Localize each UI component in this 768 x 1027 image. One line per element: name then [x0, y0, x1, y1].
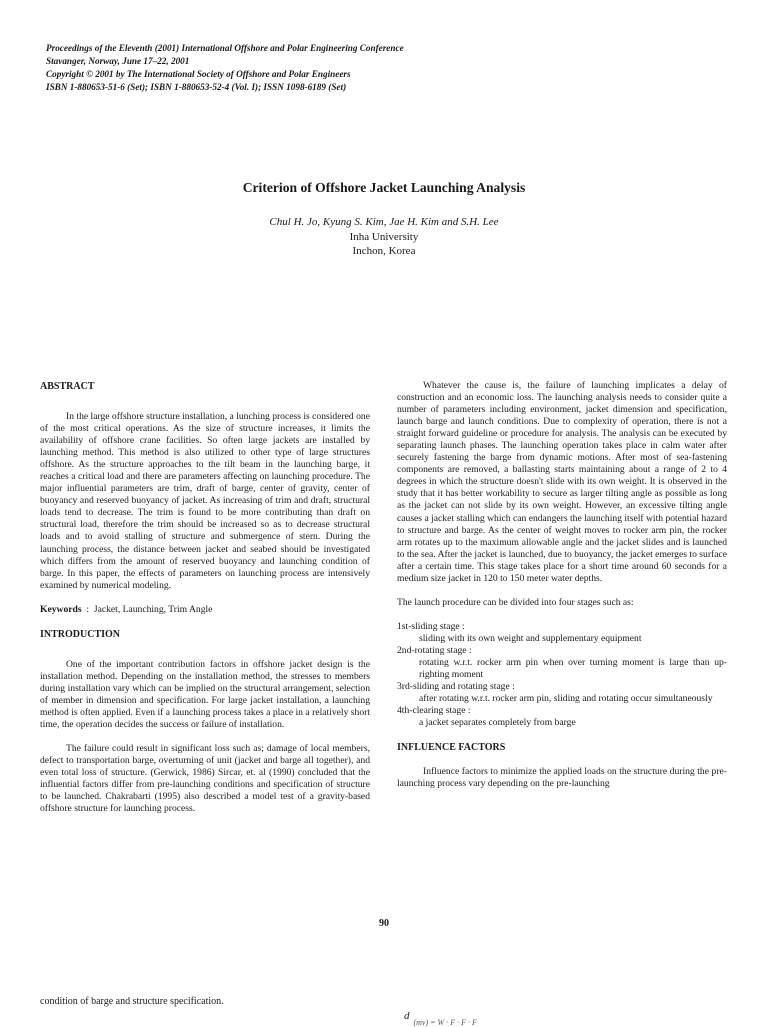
stage-2-heading: 2nd-rotating stage : [397, 644, 472, 656]
proceedings-header [46, 42, 726, 94]
stage-3-heading: 3rd-sliding and rotating stage : [397, 681, 515, 693]
intro-paragraph-2: The failure could result in significant loss such as; damage of local members, defect to transportation barge, overturning of unit (jacket and barge all together), and even total loss of structure. (Gerwick, 1986) Sircar, et. al (1990) concluded that the influential factors differ from pre-launching conditions and specification of structure to be launched. Chakrabarti (1995) also described a model test of a gravity-based offshore structure for launching process. [40, 743, 370, 815]
equation-rest: (mv) = W · F · F · F [413, 1018, 477, 1027]
stage-list [397, 621, 727, 729]
abstract-text: In the large offshore structure installation, a lunching process is considered one of the most critical operations. As the size of structure increases, it limits the availability of offshore crane facilities. So often large jackets are installed by launching method. This method is also utilized to other type of large structures offshore. As the structure approaches to the tilt beam in the launching barge, it reaches a critical load and there are parameters affecting on launching procedure. The major influential parameters are trim, draft of barge, center of gravity, center of buoyancy and reserved buoyancy of jacket. As increasing of trim and draft, structural loads tend to decrease. The trim is found to be more contributing than draft on structural load, therefore the trim should be increased so as to decrease structural loads and to avoid stalling of structure and submergence of stern. During the launching process, the distance between jacket and seabed should be investigated which differs from the amount of reserved buoyancy and launching condition of barge. In this paper, the effects of parameters on launching process are intensively examined by numerical modeling. [40, 411, 370, 591]
next-page-text-fragment: condition of barge and structure specification. [40, 996, 224, 1007]
introduction-heading: INTRODUCTION [40, 628, 121, 640]
paper-title: Criterion of Offshore Jacket Launching Analysis [242, 180, 526, 195]
keywords-separator: : [86, 603, 90, 615]
equation-derivative: d [404, 1010, 410, 1022]
launch-paragraph: Whatever the cause is, the failure of launching implicates a delay of construction and an economic loss. The launching analysis needs to consider quite a number of parameters including environment, jacket dimension and specification, launch barge and launch conditions. Due to complexity of operation, there is not a straight forward guideline or procedure for analysis. The analysis can be executed by separating launch phases. The launching operation takes place in calm water after securely fastening the barge from dynamic motions. After most of sea-fastening components are removed, a ballasting starts maintaining about a range of 2 to 4 degrees in which the structure doesn't slide with its own weight. It is observed in the study that it has better workability to secure as larger tilting angle as possible as long as the jacket can not slide by its own weight. However, an excessive tilting angle causes a jacket stalling which can endangers the launching itself with potential hazard to structure and barge. As the center of weight moves to rocker arm pin, the rocker arm rotates up to the maximum allowable angle and the jacket slides and is launched to the sea. After the jacket is launched, due to buoyancy, the jacket emerges to surface after a certain time. This stage takes place for a short time around 60 seconds for a medium size jacket in 120 to 150 meter water depths. [397, 380, 727, 584]
header-line-conference: Proceedings of the Eleventh (2001) International Offshore and Polar Engineering Conference [46, 43, 404, 53]
stage-1-heading: 1st-sliding stage : [397, 620, 465, 632]
left-column [40, 380, 370, 815]
keywords-text: Jacket, Launching, Trim Angle [93, 603, 213, 615]
keywords-label: Keywords [40, 603, 82, 615]
author-affiliation: Inha University [349, 230, 419, 243]
header-line-location: Stavanger, Norway, June 17–22, 2001 [46, 56, 190, 66]
stages-intro: The launch procedure can be divided into four stages such as: [397, 596, 634, 608]
author-names: Chul H. Jo, Kyung S. Kim, Jae H. Kim and S.H. Lee [269, 216, 499, 228]
stage-3-description: after rotating w.r.t. rocker arm pin, sliding and rotating occur simultaneously [419, 693, 713, 705]
page-number: 90 [379, 918, 389, 929]
influence-factors-text: Influence factors to minimize the applied loads on the structure during the pre-launching process vary depending on the pre-launching [397, 766, 727, 790]
stage-1-description: sliding with its own weight and supplementary equipment [419, 632, 642, 644]
stage-2-description: rotating w.r.t. rocker arm pin when over turning moment is large than up-righting moment [419, 656, 727, 681]
intro-paragraph-1: One of the important contribution factors in offshore jacket design is the installation method. Depending on the installation method, the stresses to members during installation vary which can be implied on the structural arrangement, selection of member in dimension and specification. For large jacket installation, a launching method is often applied. Even if a launching process takes a place in a relatively short time, the operation decides the success or failure of installation. [40, 658, 370, 730]
stage-4-heading: 4th-clearing stage : [397, 705, 471, 717]
influence-factors-heading: INFLUENCE FACTORS [397, 742, 506, 754]
stage-4-description: a jacket separates completely from barge [419, 717, 576, 729]
keywords-line [40, 604, 370, 616]
header-line-isbn: ISBN 1-880653-51-6 (Set); ISBN 1-880653-52-4 (Vol. I); ISSN 1098-6189 (Set) [46, 82, 347, 92]
next-page-equation-fragment [404, 1010, 477, 1027]
abstract-heading: ABSTRACT [40, 381, 95, 392]
author-block [0, 215, 768, 259]
right-column [397, 380, 727, 790]
author-location: Inchon, Korea [352, 245, 416, 257]
header-line-copyright: Copyright © 2001 by The International Society of Offshore and Polar Engineers [46, 69, 351, 79]
